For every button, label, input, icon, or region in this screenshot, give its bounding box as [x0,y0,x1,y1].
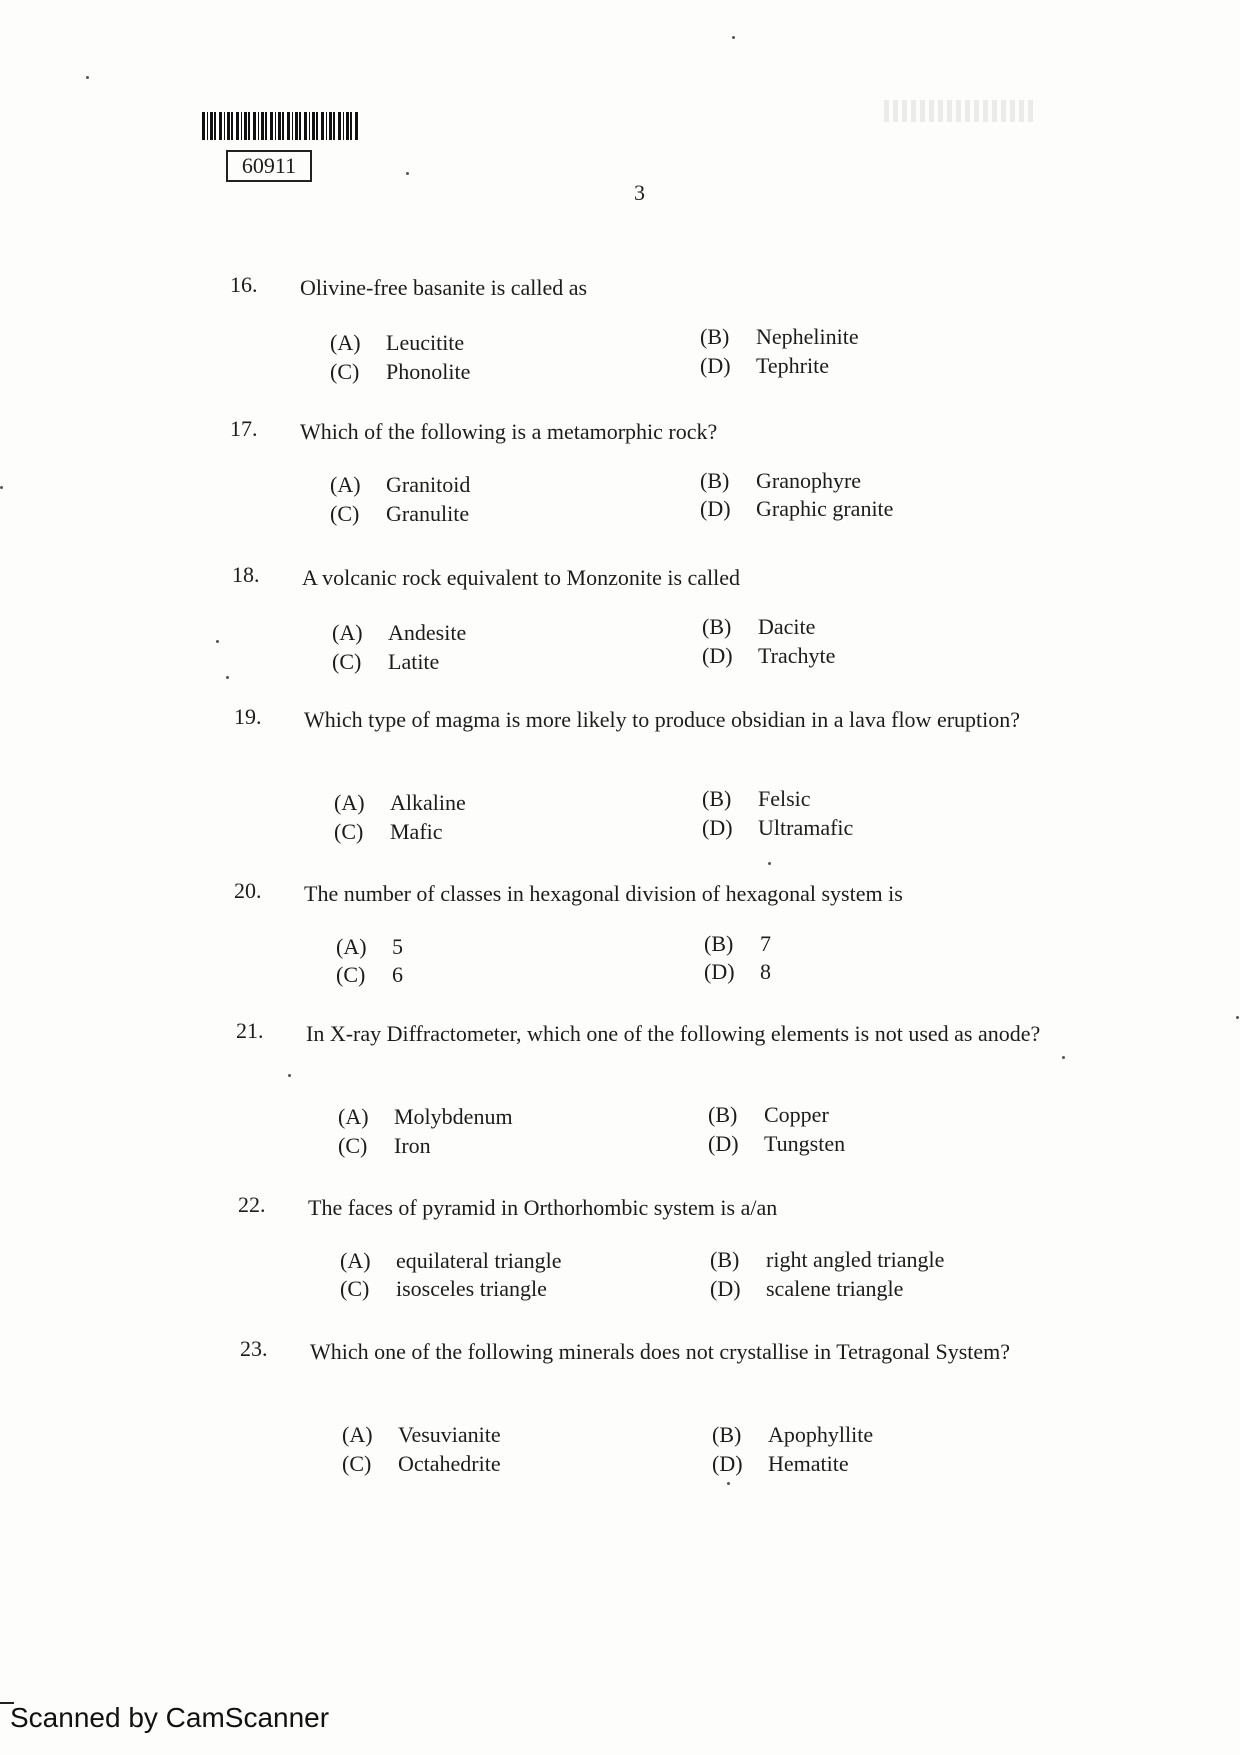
option-d [712,1451,849,1477]
option-text: equilateral triangle [396,1248,562,1273]
option-text: scalene triangle [766,1276,904,1301]
option-text: Octahedrite [398,1451,501,1476]
option-text: Ultramafic [758,815,854,840]
option-c [336,962,403,988]
option-text: Granulite [386,501,470,526]
option-text: 7 [760,931,771,956]
option-letter: (D) [710,1276,741,1301]
option-a [340,1248,562,1274]
option-text: Graphic granite [756,496,894,521]
question-number: 18. [232,562,260,587]
option-letter: (A) [342,1422,373,1447]
option-a [336,934,403,960]
option-c [330,501,469,527]
option-text: Nephelinite [756,324,859,349]
option-b [710,1247,944,1273]
option-c [334,819,443,845]
option-letter: (A) [330,472,361,497]
option-text: Latite [388,649,440,674]
option-text: Mafic [390,819,443,844]
option-letter: (D) [700,353,731,378]
option-text: right angled triangle [766,1247,945,1272]
option-letter: (A) [336,934,367,959]
option-c [342,1451,501,1477]
option-text: Copper [764,1102,829,1127]
option-b [712,1422,873,1448]
option-text: Apophyllite [768,1422,874,1447]
option-letter: (C) [330,359,360,384]
option-text: Iron [394,1133,431,1158]
option-b [702,614,815,640]
scan-speck [1236,1016,1239,1019]
question-text: The number of classes in hexagonal division of hexagonal system is [304,881,903,906]
option-text: Granophyre [756,468,862,493]
question-number: 23. [240,1336,268,1361]
question-text: Which of the following is a metamorphic rock? [300,419,718,444]
barcode-image [202,112,360,140]
option-b [700,324,859,350]
option-text: Hematite [768,1451,849,1476]
option-letter: (B) [702,614,732,639]
question-number: 22. [238,1192,266,1217]
option-text: Granitoid [386,472,471,497]
option-a [334,790,466,816]
option-text: Vesuvianite [398,1422,501,1447]
option-letter: (A) [338,1104,369,1129]
option-text: Andesite [388,620,467,645]
option-letter: (C) [334,819,364,844]
option-a [330,330,464,356]
option-text: 8 [760,959,771,984]
option-text: Tephrite [756,353,829,378]
option-c [332,649,439,675]
question-text: Which type of magma is more likely to produce obsidian in a lava flow eruption? [304,707,1021,732]
option-text: Dacite [758,614,816,639]
question-text: The faces of pyramid in Orthorhombic system is a/an [308,1195,778,1220]
option-letter: (D) [700,496,731,521]
question-text: Olivine-free basanite is called as [300,275,588,300]
option-letter: (D) [704,959,735,984]
scan-speck [768,862,771,865]
option-text: Leucitite [386,330,465,355]
option-letter: (C) [342,1451,372,1476]
option-a [332,620,466,646]
option-d [710,1276,903,1302]
faint-watermark-mark [884,100,1034,122]
question-text: In X-ray Diffractometer, which one of the following elements is not used as anode? [306,1021,1041,1046]
option-b [700,468,861,494]
option-text: Felsic [758,786,811,811]
option-c [330,359,470,385]
option-letter: (B) [700,324,730,349]
option-text: Phonolite [386,359,471,384]
option-text: Tungsten [764,1131,846,1156]
option-c [340,1276,547,1302]
option-letter: (C) [332,649,362,674]
option-c [338,1133,431,1159]
option-d [700,496,893,522]
question-number: 21. [236,1018,264,1043]
option-d [700,353,829,379]
scan-speck [86,76,89,79]
question-number: 20. [234,878,262,903]
option-b [702,786,811,812]
option-text: 5 [392,934,403,959]
question-number: 16. [230,272,258,297]
option-letter: (B) [708,1102,738,1127]
scan-speck [226,676,229,679]
page-number: 3 [634,180,645,205]
scan-speck [732,36,735,39]
question-number: 17. [230,416,258,441]
option-text: Alkaline [390,790,466,815]
option-a [338,1104,513,1130]
option-text: isosceles triangle [396,1276,547,1301]
scan-speck [406,172,409,175]
option-letter: (B) [704,931,734,956]
option-letter: (D) [702,643,733,668]
scan-speck [216,640,219,643]
option-letter: (B) [700,468,730,493]
scan-speck [1062,1056,1065,1059]
option-text: Molybdenum [394,1104,513,1129]
option-letter: (A) [334,790,365,815]
option-letter: (C) [336,962,366,987]
option-d [702,643,835,669]
scan-speck [727,1482,730,1485]
option-letter: (B) [710,1247,740,1272]
option-letter: (A) [330,330,361,355]
option-letter: (C) [338,1133,368,1158]
option-a [342,1422,501,1448]
scan-speck [288,1074,291,1077]
question-text: Which one of the following minerals does not crystallise in Tetragonal System? [310,1339,1011,1364]
option-b [704,931,771,957]
option-letter: (D) [712,1451,743,1476]
option-b [708,1102,829,1128]
question-text: A volcanic rock equivalent to Monzonite is called [302,565,741,590]
option-d [702,815,853,841]
option-letter: (A) [332,620,363,645]
option-letter: (C) [330,501,360,526]
scanner-footer: Scanned by CamScanner [10,1702,330,1733]
option-d [708,1131,845,1157]
option-letter: (A) [340,1248,371,1273]
option-letter: (D) [702,815,733,840]
option-letter: (B) [712,1422,742,1447]
scan-speck [0,486,3,489]
option-d [704,959,771,985]
option-text: 6 [392,962,403,987]
option-a [330,472,470,498]
paper-code-box: 60911 [226,150,312,182]
option-letter: (B) [702,786,732,811]
option-letter: (C) [340,1276,370,1301]
question-number: 19. [234,704,262,729]
option-letter: (D) [708,1131,739,1156]
option-text: Trachyte [758,643,836,668]
